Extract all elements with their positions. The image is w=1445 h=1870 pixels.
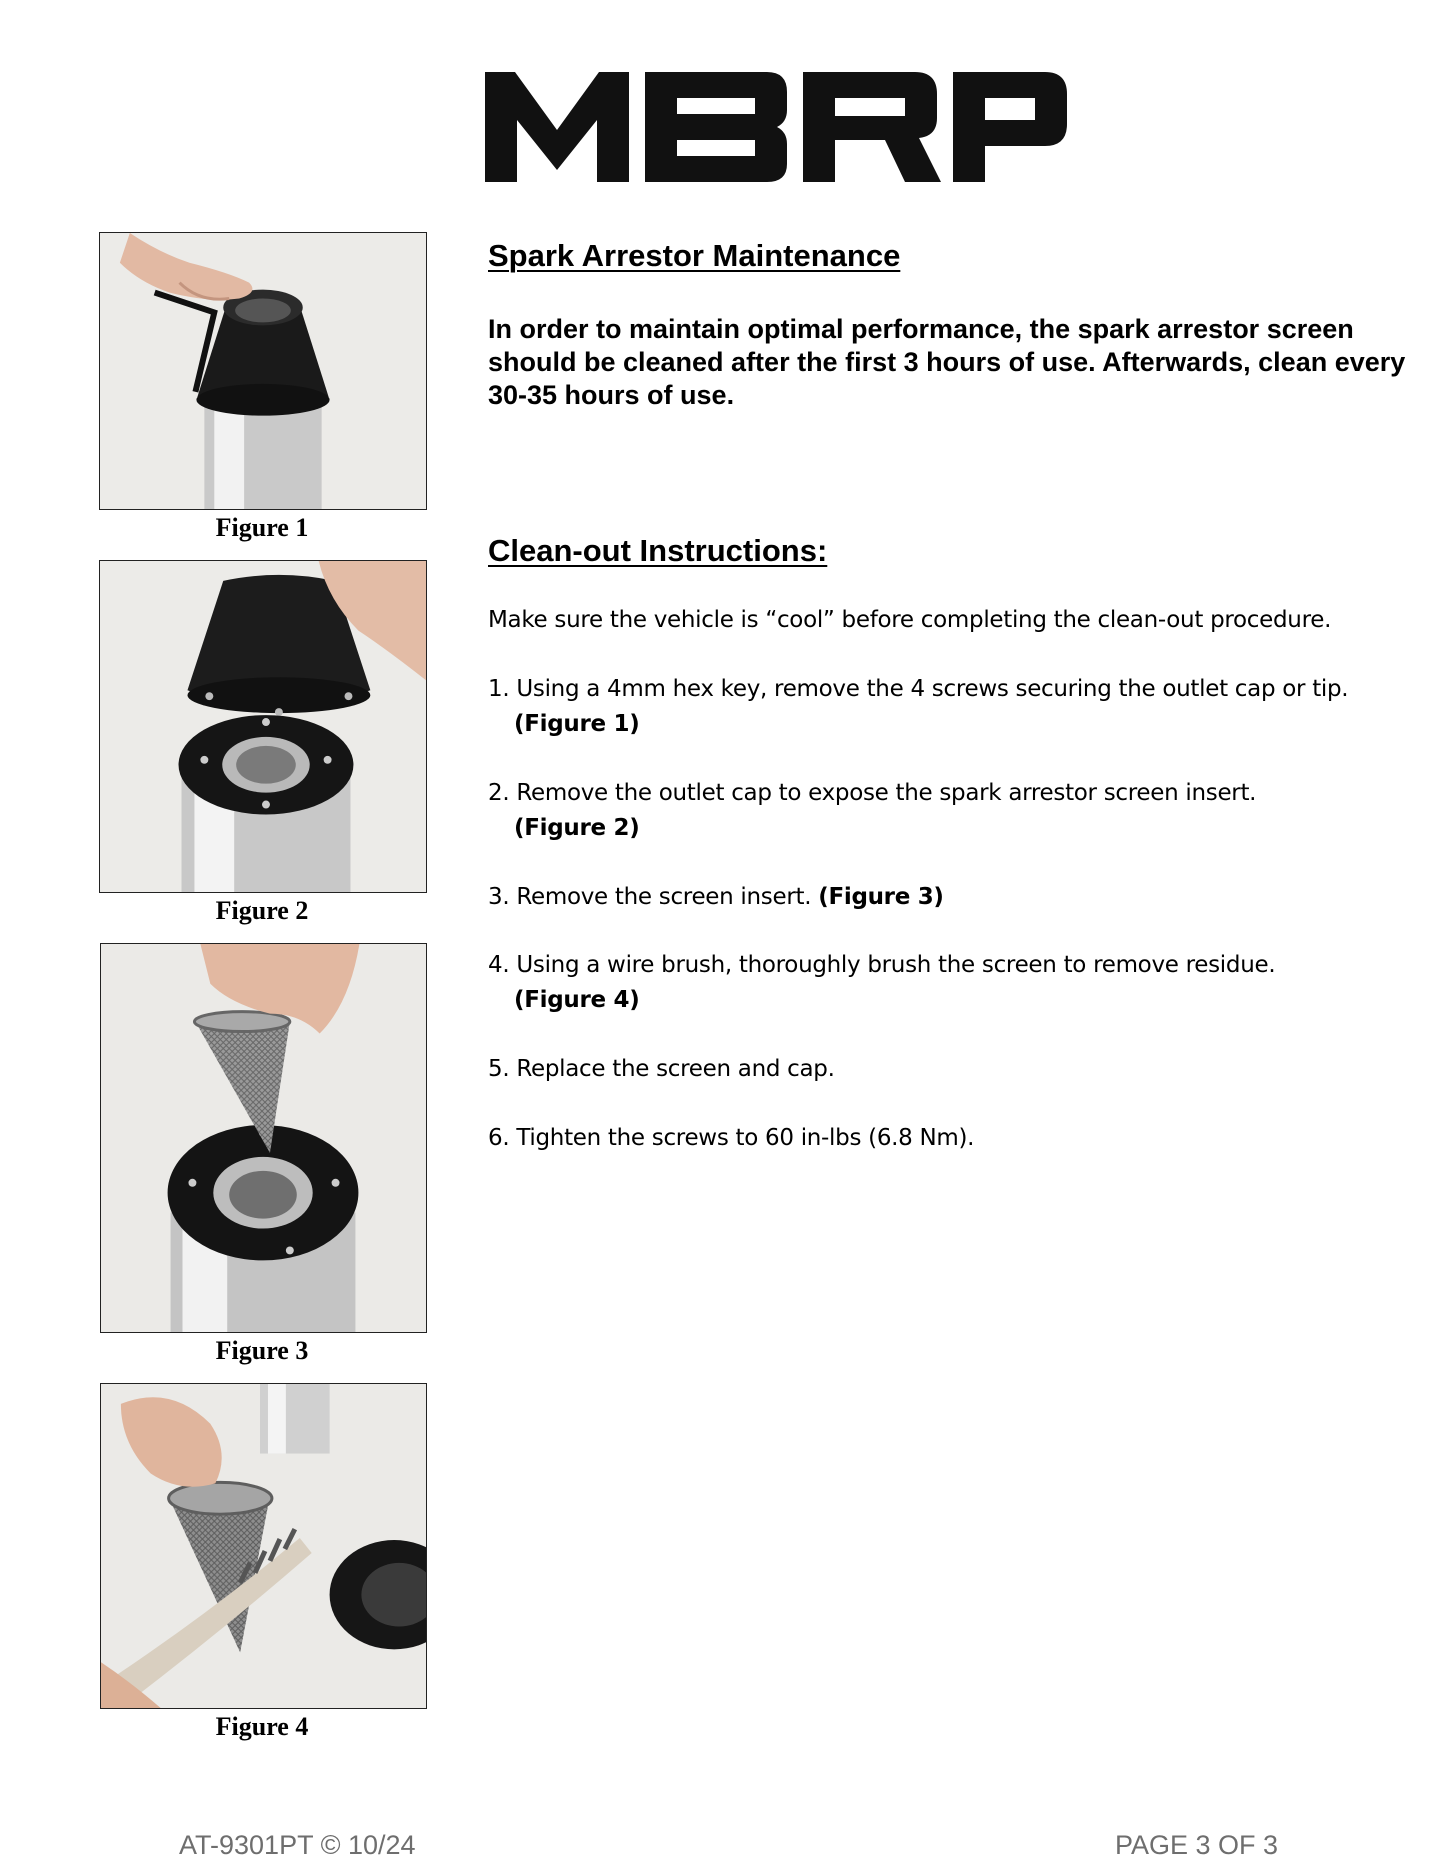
step-1 bbox=[488, 672, 1388, 742]
step-2 bbox=[488, 776, 1388, 846]
maintenance-heading: Spark Arrestor Maintenance bbox=[488, 238, 901, 273]
figure-3-caption: Figure 3 bbox=[215, 1336, 309, 1365]
step-2-text: 2. Remove the outlet cap to expose the spark arrestor screen insert. bbox=[488, 780, 1257, 806]
figure-2-caption: Figure 2 bbox=[215, 896, 309, 925]
step-1-text: 1. Using a 4mm hex key, remove the 4 screws securing the outlet cap or tip. bbox=[488, 676, 1349, 702]
step-3-text: 3. Remove the screen insert. bbox=[488, 884, 819, 910]
figure-1-photo bbox=[99, 232, 427, 510]
step-6 bbox=[488, 1121, 1388, 1156]
page-number: PAGE 3 OF 3 bbox=[1115, 1830, 1279, 1860]
mbrp-logo-graphic bbox=[485, 72, 1067, 182]
step-3-figure-ref: (Figure 3) bbox=[818, 884, 944, 910]
cool-note: Make sure the vehicle is “cool” before completing the clean-out procedure. bbox=[488, 607, 1332, 633]
step-3 bbox=[488, 880, 1388, 915]
figure-3-photo bbox=[100, 943, 427, 1333]
mbrp-logo bbox=[485, 72, 1067, 182]
document-code: AT-9301PT © 10/24 bbox=[179, 1830, 416, 1860]
figure-1-caption: Figure 1 bbox=[215, 513, 309, 542]
step-1-figure-ref: (Figure 1) bbox=[514, 711, 640, 737]
maintenance-intro: In order to maintain optimal performance, the spark arrestor screen should be cleaned after the first 3 hours of use. Afterwards, clean every 30-35 hours of use. bbox=[488, 314, 1406, 410]
figure-4-photo bbox=[100, 1383, 427, 1709]
step-4-text: 4. Using a wire brush, thoroughly brush the screen to remove residue. bbox=[488, 952, 1276, 978]
step-2-figure-ref: (Figure 2) bbox=[514, 815, 640, 841]
step-5-text: 5. Replace the screen and cap. bbox=[488, 1056, 835, 1082]
step-6-text: 6. Tighten the screws to 60 in-lbs (6.8 Nm). bbox=[488, 1125, 975, 1151]
instructions-heading: Clean-out Instructions: bbox=[488, 533, 828, 568]
step-4-figure-ref: (Figure 4) bbox=[514, 987, 640, 1013]
figure-2-photo bbox=[99, 560, 427, 893]
step-4 bbox=[488, 948, 1388, 1018]
figure-4-caption: Figure 4 bbox=[215, 1712, 309, 1741]
step-5 bbox=[488, 1052, 1388, 1087]
